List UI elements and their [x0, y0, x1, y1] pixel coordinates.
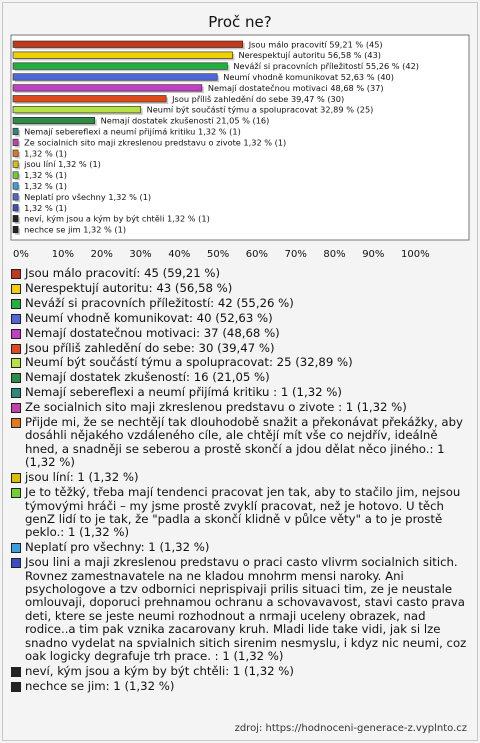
bar-label: nechce se jim 1,32 % (1): [24, 224, 127, 235]
bar: [13, 106, 141, 113]
legend-swatch: [11, 418, 21, 428]
legend-item: [11, 267, 473, 280]
bar-label: Nemají dostatek zkušeností 21,05 % (16): [100, 115, 270, 126]
bar-label: Nemají sebereflexi a neumí přijímá kritiku 1,32 % (1): [24, 126, 241, 137]
x-tick-label: 30%: [129, 249, 152, 260]
chart-title: Proč ne?: [208, 13, 272, 31]
legend-label: Přijde mi, že se nechtějí tak dlouhodobě snažit a překonávat překážky, aby dosáhli nějakého vzdáleného cíle, ale chtějí mít vše co nejdřív, ideálně hned, a snadněji se seberou a prostě skončí a jdou dělat něco jiného.: 1 (1,32 %): [25, 415, 463, 470]
bar-label: Jsou málo pracovití 59,21 % (45): [248, 39, 383, 50]
x-tick-label: 90%: [362, 249, 385, 260]
bar-label: 1,32 % (1): [24, 170, 67, 181]
legend-swatch: [11, 373, 21, 383]
bar: [13, 117, 95, 124]
chart-legend: [11, 267, 473, 695]
legend-item: [11, 486, 473, 540]
legend-item: [11, 386, 473, 399]
bar-label: neví, kým jsou a kým by být chtěli 1,32 % (1): [24, 213, 210, 224]
legend-label: Jsou příliš zahledění do sebe: 30 (39,47 %): [25, 340, 275, 355]
legend-item: [11, 282, 473, 295]
bar-label: Nemají dostatečnou motivaci 48,68 % (37): [207, 82, 384, 93]
bar: [13, 194, 18, 201]
legend-swatch: [11, 473, 21, 483]
legend-swatch: [11, 299, 21, 309]
bar: [13, 63, 227, 70]
legend-label: Neumí vhodně komunikovat: 40 (52,63 %): [25, 310, 273, 325]
legend-swatch: [11, 667, 21, 677]
legend-item: [11, 342, 473, 355]
legend-swatch: [11, 682, 21, 692]
legend-item: [11, 556, 473, 663]
legend-swatch: [11, 558, 21, 568]
legend-label: nechce se jim: 1 (1,32 %): [25, 678, 175, 693]
x-tick-label: 40%: [168, 249, 191, 260]
legend-item: [11, 541, 473, 554]
source-note: zdroj: https://hodnoceni-generace-z.vyplnto.cz: [234, 723, 467, 734]
bar: [13, 52, 233, 59]
legend-label: Neplatí pro všechny: 1 (1,32 %): [25, 540, 210, 555]
legend-label: Neváží si pracovních příležitostí: 42 (55,26 %): [25, 295, 294, 310]
legend-item: [11, 401, 473, 414]
legend-swatch: [11, 269, 21, 279]
legend-swatch: [11, 284, 21, 294]
bar: [13, 139, 18, 146]
legend-item: [11, 416, 473, 470]
legend-item: [11, 680, 473, 693]
bar-label: jsou líní 1,32 % (1): [24, 159, 101, 170]
legend-swatch: [11, 358, 21, 368]
legend-item: [11, 312, 473, 325]
legend-swatch: [11, 329, 21, 339]
legend-label: Jsou lini a maji zkreslenou predstavu o praci casto vlivrm socialnich sitich. Rovnez zamestnavatele na ne kladou mnohrm mensi naroky. Ani psychologove a tzv odbornici neprispivaji prilis situaci tim, ze je neustale omlouvaji, doporuci prehnamou ochranu a schovavavost, stavi casto prava deti, ktere se jeste neumi rozhodnout a nrmaji uceleny obrazek, nad rodice..a tim pak vznika zacarovany kruh. Mladi lide take vidi, jak si lze snadno vydelat na spvialnich sitich sirenim nesmyslu, i kdyz nic neumi, coz oak logicky degrafuje trh prace. : 1 (1,32 %): [25, 555, 467, 663]
x-tick-label: 70%: [284, 249, 307, 260]
legend-item: [11, 665, 473, 678]
legend-label: Nemají dostatečnou motivaci: 37 (48,68 %): [25, 325, 280, 340]
legend-label: neví, kým jsou a kým by být chtěli: 1 (1,32 %): [25, 663, 294, 678]
bar: [13, 74, 217, 81]
legend-swatch: [11, 314, 21, 324]
bar: [13, 96, 166, 103]
bar-label: Nerespektují autoritu 56,58 % (43): [238, 50, 382, 61]
bar: [13, 41, 243, 48]
x-tick-label: 50%: [207, 249, 230, 260]
legend-item: [11, 356, 473, 369]
legend-label: Nerespektují autoritu: 43 (56,58 %): [25, 280, 233, 295]
chart-frame: [2, 2, 478, 741]
legend-swatch: [11, 344, 21, 354]
bar-label: Ze socialnich sito maji zkreslenou predstavu o zivote 1,32 % (1): [24, 137, 287, 148]
bar-label: Neumí být součástí týmu a spolupracovat 32,89 % (25): [146, 104, 374, 115]
legend-item: [11, 471, 473, 484]
bar-label: Neplatí pro všechny 1,32 % (1): [24, 191, 152, 202]
x-tick-label: 60%: [245, 249, 269, 260]
legend-label: Je to těžký, třeba mají tendenci pracovat jen tak, aby to stačilo jim, nejsou týmovými hráči – my jsme prostě zvyklí pracovat, než je hotovo. U těch genZ lidí to je tak, že "padla a skončí klidně v půlce věty" a to je prostě peklo.: 1 (1,32 %): [25, 485, 461, 540]
bar-label: Neváží si pracovních příležitostí 55,26 % (42): [233, 61, 419, 72]
x-tick-label: 100%: [401, 249, 430, 260]
legend-label: Jsou málo pracovití: 45 (59,21 %): [25, 266, 221, 280]
legend-label: Ze socialnich sito maji zkreslenou predstavu o zivote : 1 (1,32 %): [25, 400, 407, 415]
bar-chart: [3, 3, 477, 265]
bar-label: 1,32 % (1): [24, 181, 67, 191]
x-tick-label: 10%: [51, 249, 75, 260]
bar: [13, 205, 18, 212]
x-tick-label: 20%: [90, 249, 113, 260]
bar-label: 1,32 % (1): [24, 202, 67, 213]
bar: [13, 226, 18, 233]
legend-swatch: [11, 488, 21, 498]
bar: [13, 215, 18, 222]
legend-item: [11, 327, 473, 340]
x-tick-label: 80%: [323, 249, 346, 260]
bar-label: Jsou příliš zahledění do sebe 39,47 % (30): [172, 93, 345, 104]
bar: [13, 183, 18, 190]
bar: [13, 85, 202, 92]
bar-label: Neumí vhodně komunikovat 52,63 % (40): [223, 72, 394, 82]
bar: [13, 172, 18, 179]
legend-swatch: [11, 403, 21, 413]
bar: [13, 161, 18, 168]
x-tick-label: 0%: [13, 249, 29, 260]
bar-label: 1,32 % (1): [24, 148, 67, 159]
legend-item: [11, 297, 473, 310]
legend-label: Nemají dostatek zkušeností: 16 (21,05 %): [25, 370, 270, 385]
legend-label: Neumí být součástí týmu a spolupracovat: 25 (32,89 %): [25, 355, 353, 370]
legend-swatch: [11, 543, 21, 553]
legend-label: jsou líní: 1 (1,32 %): [25, 470, 139, 485]
legend-item: [11, 371, 473, 384]
legend-label: Nemají sebereflexi a neumí přijímá kritiku : 1 (1,32 %): [25, 385, 342, 400]
bar: [13, 150, 18, 157]
bar: [13, 128, 18, 135]
legend-swatch: [11, 388, 21, 398]
